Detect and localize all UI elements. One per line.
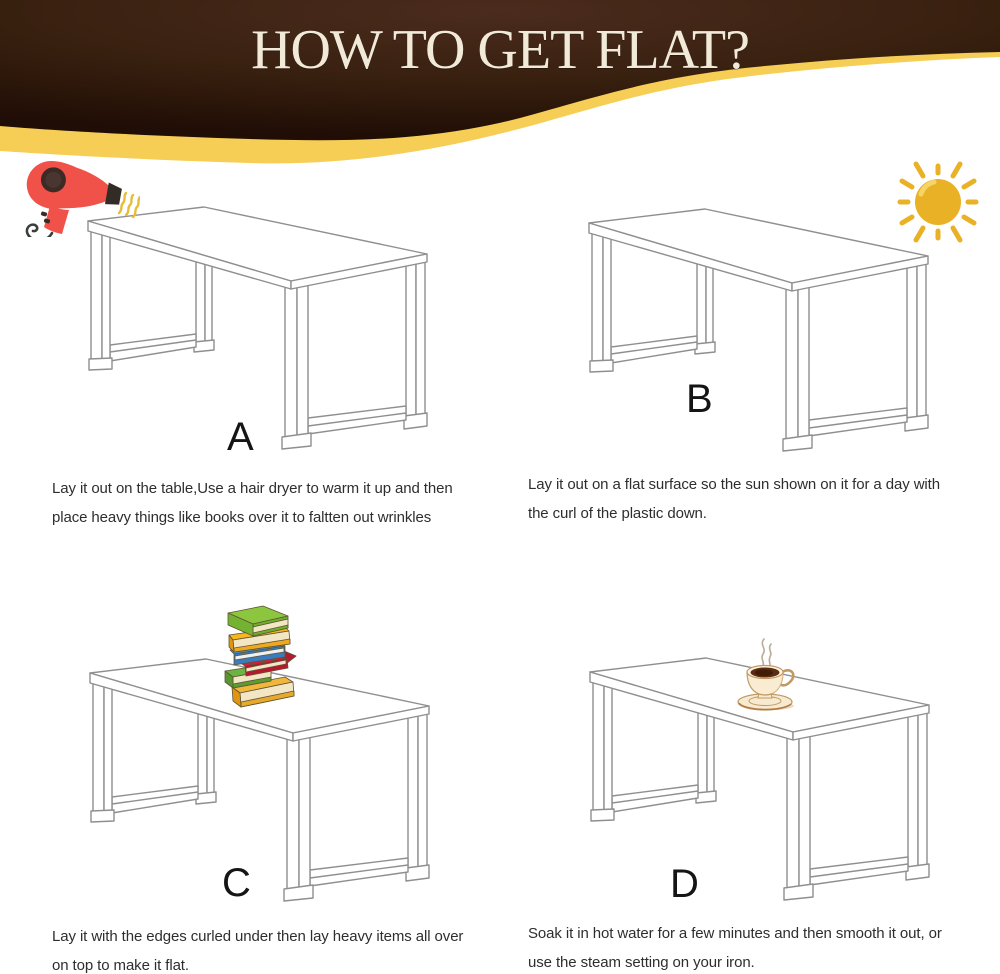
books-stack-icon [215, 598, 305, 718]
panel-label-a: A [227, 415, 254, 459]
instruction-text-a [52, 474, 453, 532]
table-illustration-a [86, 201, 432, 451]
instruction-line: on top to make it flat. [52, 957, 189, 974]
steam-icon [762, 639, 771, 667]
instruction-line: the curl of the plastic down. [528, 505, 707, 522]
instruction-line: Lay it out on a flat surface so the sun shown on it for a day with [528, 476, 940, 493]
table-illustration-b [587, 203, 933, 453]
instruction-line: use the steam setting on your iron. [528, 954, 755, 971]
coffee-cup-icon [730, 636, 802, 716]
instruction-text-c [52, 922, 463, 974]
heat-waves-icon [119, 193, 140, 217]
instruction-line: Lay it with the edges curled under then lay heavy items all over [52, 928, 464, 945]
instruction-line: Soak it in hot water for a few minutes and then smooth it out, or [528, 925, 942, 942]
panel-label-b: B [686, 377, 713, 421]
instruction-text-d [528, 919, 942, 974]
instruction-line: Lay it out on the table,Use a hair dryer to warm it up and then [52, 480, 453, 497]
panel-label-c: C [222, 861, 251, 905]
hair-dryer-icon [15, 155, 140, 237]
panel-label-d: D [670, 862, 699, 906]
instruction-line: place heavy things like books over it to faltten out wrinkles [52, 509, 432, 526]
instruction-text-b [528, 470, 940, 528]
page-title: HOW TO GET FLAT? [251, 19, 749, 81]
sun-icon [892, 156, 984, 248]
